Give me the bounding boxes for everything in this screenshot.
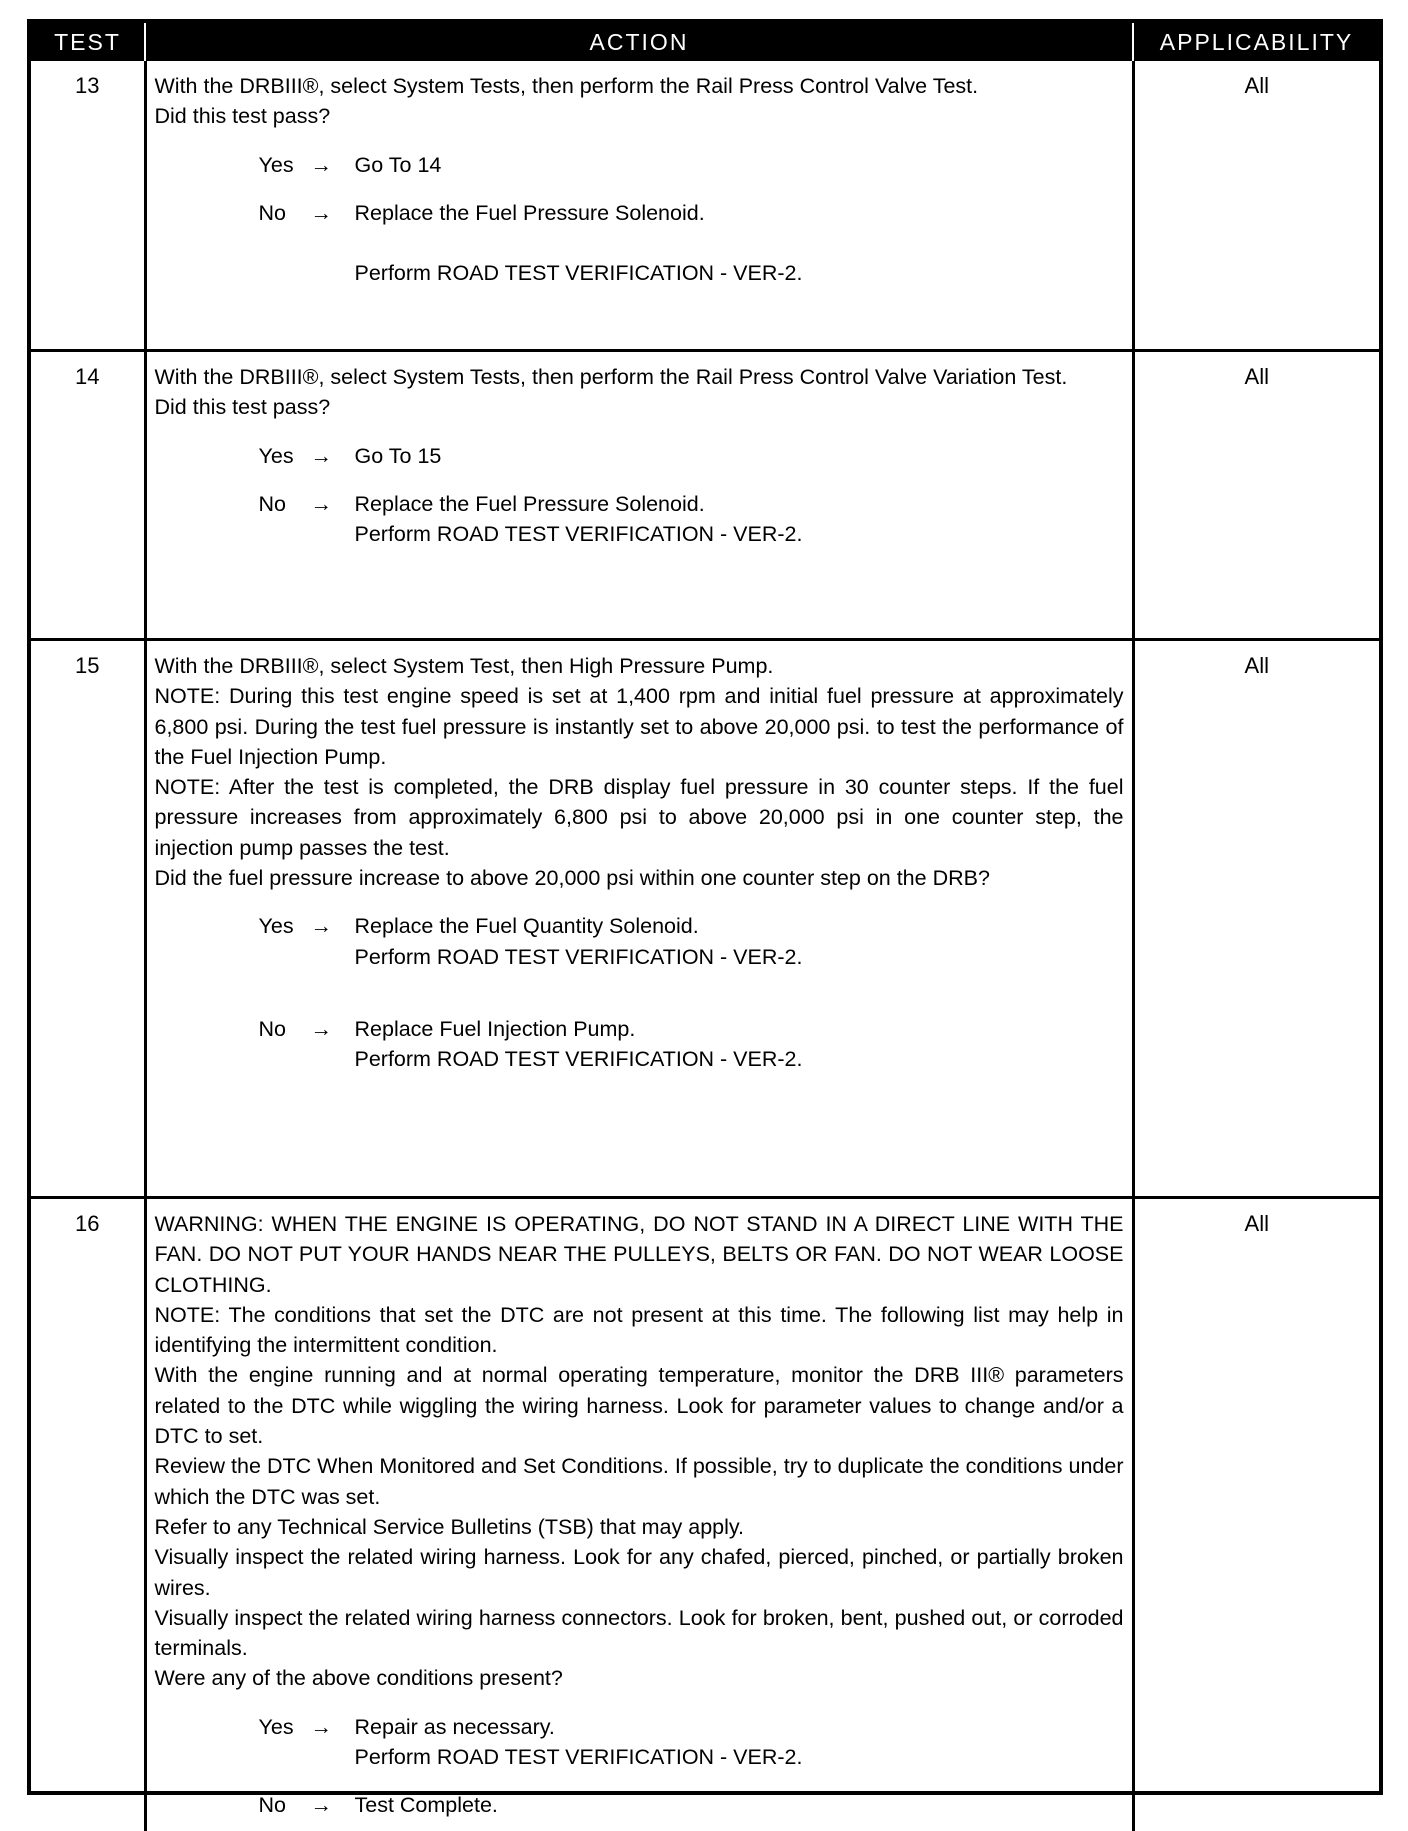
yes-instruction: Go To 15 [354,443,442,468]
test-number: 13 [31,61,145,351]
no-instruction: Replace the Fuel Pressure Solenoid. [354,200,705,225]
action-cell [145,61,1133,351]
applicability-value: All [1133,640,1379,1198]
header-applicability: APPLICABILITY [1133,23,1379,61]
no-instruction: Replace the Fuel Pressure Solenoid. [354,491,705,516]
no-label: No [258,1793,286,1818]
arrow-right-icon: → [310,152,332,177]
action-paragraph: With the DRBIII®, select System Tests, then perform the Rail Press Control Valve Variation Test. [154,365,1068,389]
no-branch [155,198,1124,289]
yes-branch [155,441,1124,471]
no-instruction: Perform ROAD TEST VERIFICATION - VER-2. [354,1047,803,1072]
action-question: Were any of the above conditions present? [154,1666,563,1691]
arrow-right-icon: → [310,1016,332,1041]
yes-instruction: Repair as necessary. [354,1714,555,1739]
yes-instruction: Replace the Fuel Quantity Solenoid. [354,914,699,939]
arrow-right-icon: → [310,1714,332,1739]
no-branch [155,489,1124,550]
header-action: ACTION [145,23,1133,61]
no-label: No [258,491,286,516]
test-row-13 [31,61,1379,351]
action-paragraph: Visually inspect the related wiring harness. Look for any chafed, pierced, pinched, or partially broken wires. [154,1545,1124,1600]
action-question: Did this test pass? [154,395,331,420]
arrow-right-icon: → [310,914,332,939]
yes-instruction: Go To 14 [354,152,442,177]
action-cell [145,640,1133,1198]
applicability-value: All [1133,61,1379,351]
diagnostic-test-table [31,23,1379,1831]
action-paragraph: Visually inspect the related wiring harness connectors. Look for broken, bent, pushed out, or corroded terminals. [154,1605,1124,1661]
no-instruction-spacer [355,228,1124,258]
action-question: Did this test pass? [154,104,331,129]
note-paragraph: NOTE: The conditions that set the DTC are not present at this time. The following list may help in identifying the intermittent condition. [154,1302,1124,1358]
note-paragraph: NOTE: After the test is completed, the DRB display fuel pressure in 30 counter steps. If the fuel pressure increases from approximately 6,800 psi to above 20,000 psi in one counter step, the injection pump passes the test. [154,775,1124,860]
yes-instruction: Perform ROAD TEST VERIFICATION - VER-2. [354,1745,803,1770]
no-label: No [258,1016,286,1041]
no-instruction: Perform ROAD TEST VERIFICATION - VER-2. [354,522,803,547]
action-paragraph: With the DRBIII®, select System Test, then High Pressure Pump. [154,654,774,678]
test-row-15 [31,640,1379,1198]
action-paragraph: Review the DTC When Monitored and Set Conditions. If possible, try to duplicate the conditions under which the DTC was set. [154,1454,1124,1509]
arrow-right-icon: → [310,200,332,225]
table-header-row [31,23,1379,61]
arrow-right-icon: → [310,491,332,516]
action-cell [145,351,1133,640]
action-cell [145,1198,1133,1831]
yes-branch [155,1712,1124,1773]
yes-label: Yes [258,914,294,939]
header-test: TEST [31,23,145,61]
test-number: 14 [31,351,145,640]
yes-instruction: Perform ROAD TEST VERIFICATION - VER-2. [354,944,803,969]
applicability-value: All [1133,1198,1379,1831]
yes-branch [155,150,1124,180]
yes-label: Yes [258,152,294,177]
yes-branch [155,911,1124,972]
no-instruction: Replace Fuel Injection Pump. [354,1016,636,1041]
diagnostic-procedure-sheet [27,19,1383,1818]
test-row-16 [31,1198,1379,1831]
test-number: 15 [31,640,145,1198]
no-branch [155,1790,1124,1820]
applicability-value: All [1133,351,1379,640]
action-paragraph: Refer to any Technical Service Bulletins (TSB) that may apply. [154,1514,745,1539]
no-branch [155,1014,1124,1075]
no-instruction: Test Complete. [354,1793,498,1818]
warning-paragraph: WARNING: WHEN THE ENGINE IS OPERATING, DO NOT STAND IN A DIRECT LINE WITH THE FAN. DO NOT PUT YOUR HANDS NEAR THE PULLEYS, BELTS OR FAN. DO NOT WEAR LOOSE CLOTHING. [154,1212,1124,1297]
no-label: No [258,200,286,225]
arrow-right-icon: → [310,1793,332,1818]
arrow-right-icon: → [310,443,332,468]
test-row-14 [31,351,1379,640]
note-paragraph: NOTE: During this test engine speed is set at 1,400 rpm and initial fuel pressure at approximately 6,800 psi. During the test fuel pressure is instantly set to above 20,000 psi. to test the performance of the Fuel Injection Pump. [154,684,1124,769]
action-question: Did the fuel pressure increase to above 20,000 psi within one counter step on the DRB? [154,866,990,891]
action-paragraph: With the DRBIII®, select System Tests, then perform the Rail Press Control Valve Test. [154,74,979,98]
action-paragraph: With the engine running and at normal operating temperature, monitor the DRB III® parameters related to the DTC while wiggling the wiring harness. Look for parameter values to change and/or a DTC to set. [154,1363,1124,1449]
yes-label: Yes [258,1714,294,1739]
yes-label: Yes [258,443,294,468]
test-number: 16 [31,1198,145,1831]
no-instruction: Perform ROAD TEST VERIFICATION - VER-2. [354,261,803,286]
